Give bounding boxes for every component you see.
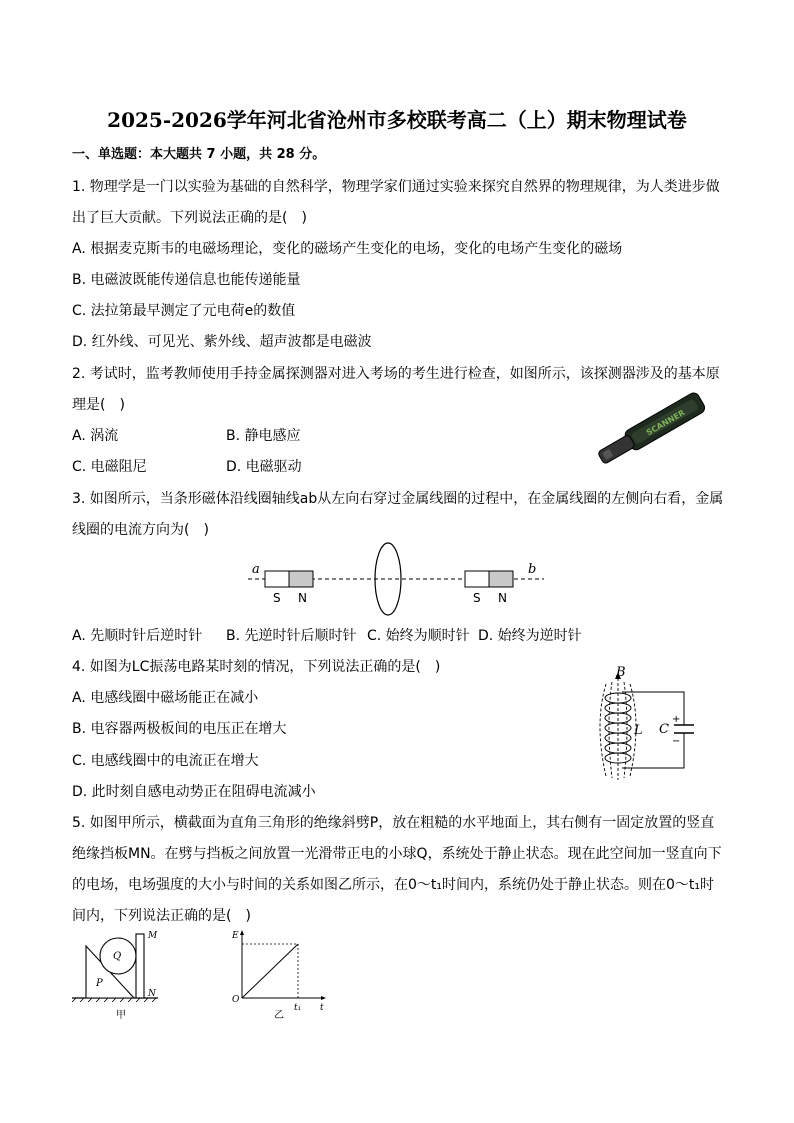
svg-text:C: C: [659, 722, 669, 737]
q3-stem-line2: 线圈的电流方向为( ): [72, 522, 209, 538]
metal-detector-figure: [596, 390, 716, 470]
svg-text:N: N: [298, 591, 307, 605]
q3-stem-line1: 3. 如图所示，当条形磁体沿线圈轴线ab从左向右穿过金属线圈的过程中，在金属线圈的左侧向右看，金属: [72, 491, 724, 507]
q3-option-b[interactable]: B. 先逆时针后顺时针: [226, 628, 357, 644]
q5-stem-line4: 间内，下列说法正确的是( ): [72, 908, 251, 924]
point-b-label: b: [528, 562, 537, 577]
q1-stem-line1: 1. 物理学是一门以实验为基础的自然科学，物理学家们通过实验来探究自然界的物理规律，为人类进步做: [72, 179, 720, 195]
magnet-right-n: [489, 571, 513, 587]
wedge-ball-figure: [72, 926, 168, 1022]
svg-text:t₁: t₁: [294, 1003, 302, 1013]
q3-option-c[interactable]: C. 始终为顺时针: [367, 628, 470, 644]
q1-option-c[interactable]: C. 法拉第最早测定了元电荷e的数值: [72, 303, 296, 319]
q2-stem-line1: 2. 考试时，监考教师使用手持金属探测器对进入考场的考生进行检查，如图所示，该探测器涉及的基本原: [72, 366, 720, 382]
q4-option-a[interactable]: A. 电感线圈中磁场能正在减小: [72, 690, 259, 706]
q3-option-a[interactable]: A. 先顺时针后逆时针: [72, 628, 203, 644]
svg-text:S: S: [273, 591, 281, 605]
section-heading: 一、单选题：本大题共 7 小题，共 28 分。: [72, 147, 326, 162]
svg-text:t: t: [320, 1003, 324, 1013]
svg-text:N: N: [498, 591, 507, 605]
magnet-coil-figure: [246, 540, 546, 616]
page-title: 2025-2026学年河北省沧州市多校联考高二（上）期末物理试卷: [107, 108, 687, 132]
svg-text:E: E: [232, 931, 239, 941]
svg-text:+: +: [672, 714, 681, 725]
svg-text:乙: 乙: [274, 1010, 284, 1021]
q2-option-a[interactable]: A. 涡流: [72, 428, 119, 444]
board-mn: [136, 934, 144, 998]
svg-text:B: B: [616, 665, 626, 680]
q5-stem-line2: 绝缘挡板MN。在劈与挡板之间放置一光滑带正电的小球Q，系统处于静止状态。现在此空间加一竖直向下: [72, 846, 722, 862]
lc-circuit-figure: [592, 664, 702, 786]
q2-stem-line2: 理是( ): [72, 397, 125, 413]
e-t-line: [242, 944, 298, 998]
svg-text:−: −: [672, 736, 681, 747]
q5-stem-line3: 的电场，电场强度的大小与时间的关系如图乙所示，在0～t₁时间内，系统仍处于静止状态。则在0～t₁时: [72, 877, 715, 893]
svg-text:L: L: [634, 723, 643, 738]
q1-option-b[interactable]: B. 电磁波既能传递信息也能传递能量: [72, 272, 301, 288]
magnet-right-s: [465, 571, 489, 587]
q2-option-d[interactable]: D. 电磁驱动: [226, 459, 302, 475]
svg-text:P: P: [96, 978, 103, 989]
svg-text:M: M: [148, 931, 158, 941]
svg-text:甲: 甲: [116, 1010, 126, 1021]
magnet-left-s: [265, 571, 289, 587]
q4-option-d[interactable]: D. 此时刻自感电动势正在阻碍电流减小: [72, 784, 316, 800]
svg-text:S: S: [473, 591, 481, 605]
q1-option-d[interactable]: D. 红外线、可见光、紫外线、超声波都是电磁波: [72, 334, 372, 350]
q4-stem-line1: 4. 如图为LC振荡电路某时刻的情况，下列说法正确的是( ): [72, 659, 441, 675]
point-a-label: a: [252, 562, 260, 577]
q2-option-b[interactable]: B. 静电感应: [226, 428, 301, 444]
svg-text:O: O: [232, 995, 240, 1005]
q1-stem-line2: 出了巨大贡献。下列说法正确的是( ): [72, 210, 307, 226]
q3-option-d[interactable]: D. 始终为逆时针: [478, 628, 582, 644]
magnet-left-n: [289, 571, 313, 587]
e-t-graph-figure: [228, 926, 332, 1022]
q2-option-c[interactable]: C. 电磁阻尼: [72, 459, 147, 475]
q4-option-c[interactable]: C. 电感线圈中的电流正在增大: [72, 753, 259, 769]
scanner-label: SCANNER: [644, 408, 687, 438]
q5-stem-line1: 5. 如图甲所示，横截面为直角三角形的绝缘斜劈P，放在粗糙的水平地面上，其右侧有一固定放置的竖直: [72, 815, 715, 831]
q1-option-a[interactable]: A. 根据麦克斯韦的电磁场理论，变化的磁场产生变化的电场，变化的电场产生变化的磁场: [72, 241, 623, 257]
svg-text:Q: Q: [113, 951, 122, 962]
svg-text:N: N: [148, 989, 156, 999]
q4-option-b[interactable]: B. 电容器两极板间的电压正在增大: [72, 721, 287, 737]
